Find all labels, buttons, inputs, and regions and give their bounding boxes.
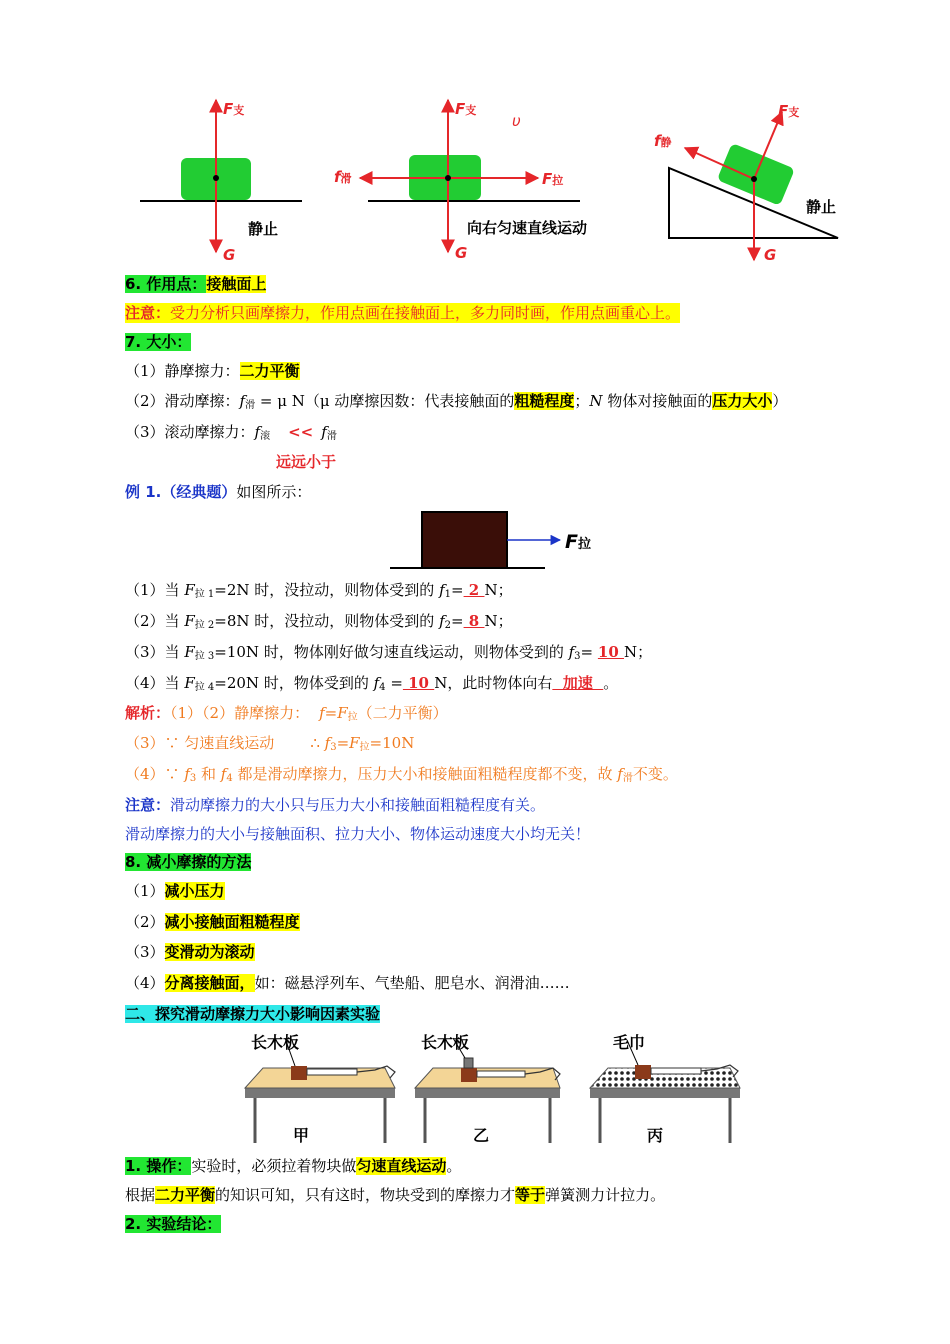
s7-item-2 (125, 391, 787, 416)
point-of-action (751, 176, 757, 182)
s7-item-1-hl: 二力平衡 (239, 362, 300, 380)
section-2-heading: 二、探究滑动摩擦力大小影响因素实验 (125, 1005, 381, 1023)
panel-1 (245, 1033, 395, 1145)
note-2-line-2: 滑动摩擦力的大小与接触面积、拉力大小、物体运动速度大小均无关！ (125, 825, 591, 843)
section-8-heading: 8. 减小摩擦的方法 (125, 853, 252, 871)
s7-item-2-p4: ） (772, 392, 788, 410)
answer-4: 10 (402, 674, 435, 692)
conclusion (125, 1214, 221, 1234)
wood-block (291, 1066, 307, 1080)
s8-item-3: （3）变滑动为滚动 (125, 943, 255, 961)
s7-item-2-pre: （2）滑动摩擦： (125, 392, 240, 410)
figure-label-f: F拉 (565, 531, 591, 553)
panel-1-bottom-label: 甲 (293, 1126, 310, 1145)
dark-block (422, 512, 507, 568)
force-diagrams (120, 90, 850, 270)
f-sub: 滑 (326, 431, 337, 442)
label-state: 静止 (248, 220, 279, 238)
question-2: （2）当 $F_{拉 2}=8N$ 时，没拉动，则物体受到的 $f_2= 8$ N； (125, 612, 513, 631)
point-of-action (213, 175, 219, 181)
s7-item-2-p1: （μ 动摩擦因数：代表接触面的 (304, 392, 515, 410)
panel-2-top-label: 长木板 (421, 1033, 470, 1052)
question-3: （3）当 $F_{拉 3}=10N$ 时，物体刚好做匀速直线运动，则物体受到的 $f_3= 10$ N； (125, 643, 653, 662)
panel-3 (590, 1033, 740, 1145)
s8-item-4: （4）分离接触面，如：磁悬浮列车、气垫船、肥皂水、润滑油…… (125, 974, 570, 992)
question-1: （1）当 $F_{拉 1}=2N$ 时，没拉动，则物体受到的 $f_1= 2$ N； (125, 581, 513, 600)
table-top (245, 1088, 395, 1098)
diagram-static-flat (140, 100, 302, 264)
diagram-uniform-motion (334, 100, 587, 262)
formula: = μ N (255, 392, 305, 410)
label-g: G (223, 246, 236, 264)
section-7-title (125, 332, 191, 352)
section-7-heading: 7. 大小： (125, 333, 192, 351)
s8-item-1: （1）减小压力 (125, 882, 225, 900)
f-sub: 滚 (260, 431, 271, 442)
s7-item-3 (125, 422, 337, 447)
section-2-title (125, 1004, 380, 1024)
example-1 (125, 482, 311, 502)
experiment-figure (235, 1028, 750, 1150)
panel-3-top-label: 毛巾 (613, 1033, 646, 1052)
point-of-action (445, 175, 451, 181)
s7-item-2-p3: 物体对接触面的 (602, 392, 713, 410)
operation-title: 1. 操作： (125, 1157, 192, 1175)
label-g: G (455, 244, 468, 262)
wood-block (635, 1065, 651, 1079)
s7-item-2-p2: ； (574, 392, 590, 410)
f-symbol: f (239, 392, 246, 410)
section-8-title (125, 852, 251, 872)
conclusion-title: 2. 实验结论： (125, 1215, 222, 1233)
label-state: 静止 (806, 198, 837, 216)
panel-2-bottom-label: 乙 (473, 1126, 490, 1145)
section-6-value: 接触面上 (206, 275, 267, 293)
analysis-2: （3）∵ 匀速直线运动 ∴ $f_3=F_拉=10N$ (125, 734, 415, 753)
answer-3: 10 (597, 643, 624, 661)
table-top (415, 1088, 560, 1098)
operation: 1. 操作：实验时，必须拉着物块做匀速直线运动。 (125, 1157, 462, 1175)
hl-pressure: 压力大小 (712, 392, 773, 410)
example-1-label: 例 1.（经典题） (125, 483, 237, 501)
spring-scale (307, 1069, 357, 1075)
note-1-label: 注意： (125, 304, 171, 322)
label-f-support: F支 (455, 100, 477, 118)
note-1 (125, 303, 680, 323)
answer-4-direction: 加速 (552, 674, 604, 692)
section-6 (125, 274, 266, 294)
table-top (590, 1088, 740, 1098)
analysis-label: 解析： (125, 704, 171, 722)
wood-block (461, 1068, 477, 1082)
section-6-title: 6. 作用点： (125, 275, 207, 293)
label-f-support: F支 (223, 100, 245, 118)
label-state: 向右匀速直线运动 (467, 219, 588, 237)
label-f-static: f静 (654, 132, 672, 150)
weight (464, 1058, 473, 1068)
diagram-incline-static (654, 102, 838, 264)
note-2-text: 滑动摩擦力的大小只与压力大小和接触面粗糙程度有关。 (170, 796, 546, 814)
note-2 (125, 795, 545, 815)
s8-item-2: （2）减小接触面粗糙程度 (125, 913, 300, 931)
basis: 根据二力平衡的知识可知，只有这时，物块受到的摩擦力才等于弹簧测力计拉力。 (125, 1186, 666, 1204)
n-symbol: N (589, 392, 603, 410)
label-f-sliding: f滑 (334, 168, 352, 186)
much-less-operator: << (288, 423, 314, 441)
example-1-text: 如图所示： (236, 483, 312, 501)
label-f-support: F支 (778, 102, 800, 120)
question-4: （4）当 $F_{拉 4}=20N$ 时，物体受到的 $f_4 = 10$ N，此时物体向右 加速 。 (125, 674, 619, 693)
s7-item-1-pre: （1）静摩擦力： (125, 362, 240, 380)
spring-scale (651, 1068, 701, 1074)
analysis-3: （4）∵ $f_3$ 和 $f_4$ 都是滑动摩擦力，压力大小和接触面粗糙程度都不变，故 $f_滑$不变。 (125, 765, 678, 784)
f-sub: 滑 (245, 400, 256, 411)
example-figure (385, 505, 605, 577)
spring-scale (477, 1071, 525, 1077)
answer-1: 2 (463, 581, 485, 599)
f-symbol: f (321, 423, 327, 441)
analysis-1: 解析：（1）（2）静摩擦力： $f=F_拉$（二力平衡） (125, 704, 448, 723)
label-velocity: υ (512, 112, 521, 130)
panel-1-top-label: 长木板 (251, 1033, 300, 1052)
s7-item-1 (125, 361, 300, 381)
answer-2: 8 (463, 612, 485, 630)
panel-2 (415, 1033, 560, 1145)
much-less-note: 远远小于 (276, 453, 337, 471)
label-g: G (764, 246, 777, 264)
note-2-label: 注意： (125, 796, 171, 814)
label-f-pull: F拉 (542, 170, 564, 188)
note-1-text: 受力分析只画摩擦力，作用点画在接触面上，多力同时画，作用点画重心上。 (170, 304, 681, 322)
f-symbol: f (254, 423, 261, 441)
s7-item-3-pre: （3）滚动摩擦力： (125, 423, 255, 441)
panel-3-bottom-label: 丙 (647, 1126, 664, 1145)
hl-roughness: 粗糙程度 (514, 392, 575, 410)
